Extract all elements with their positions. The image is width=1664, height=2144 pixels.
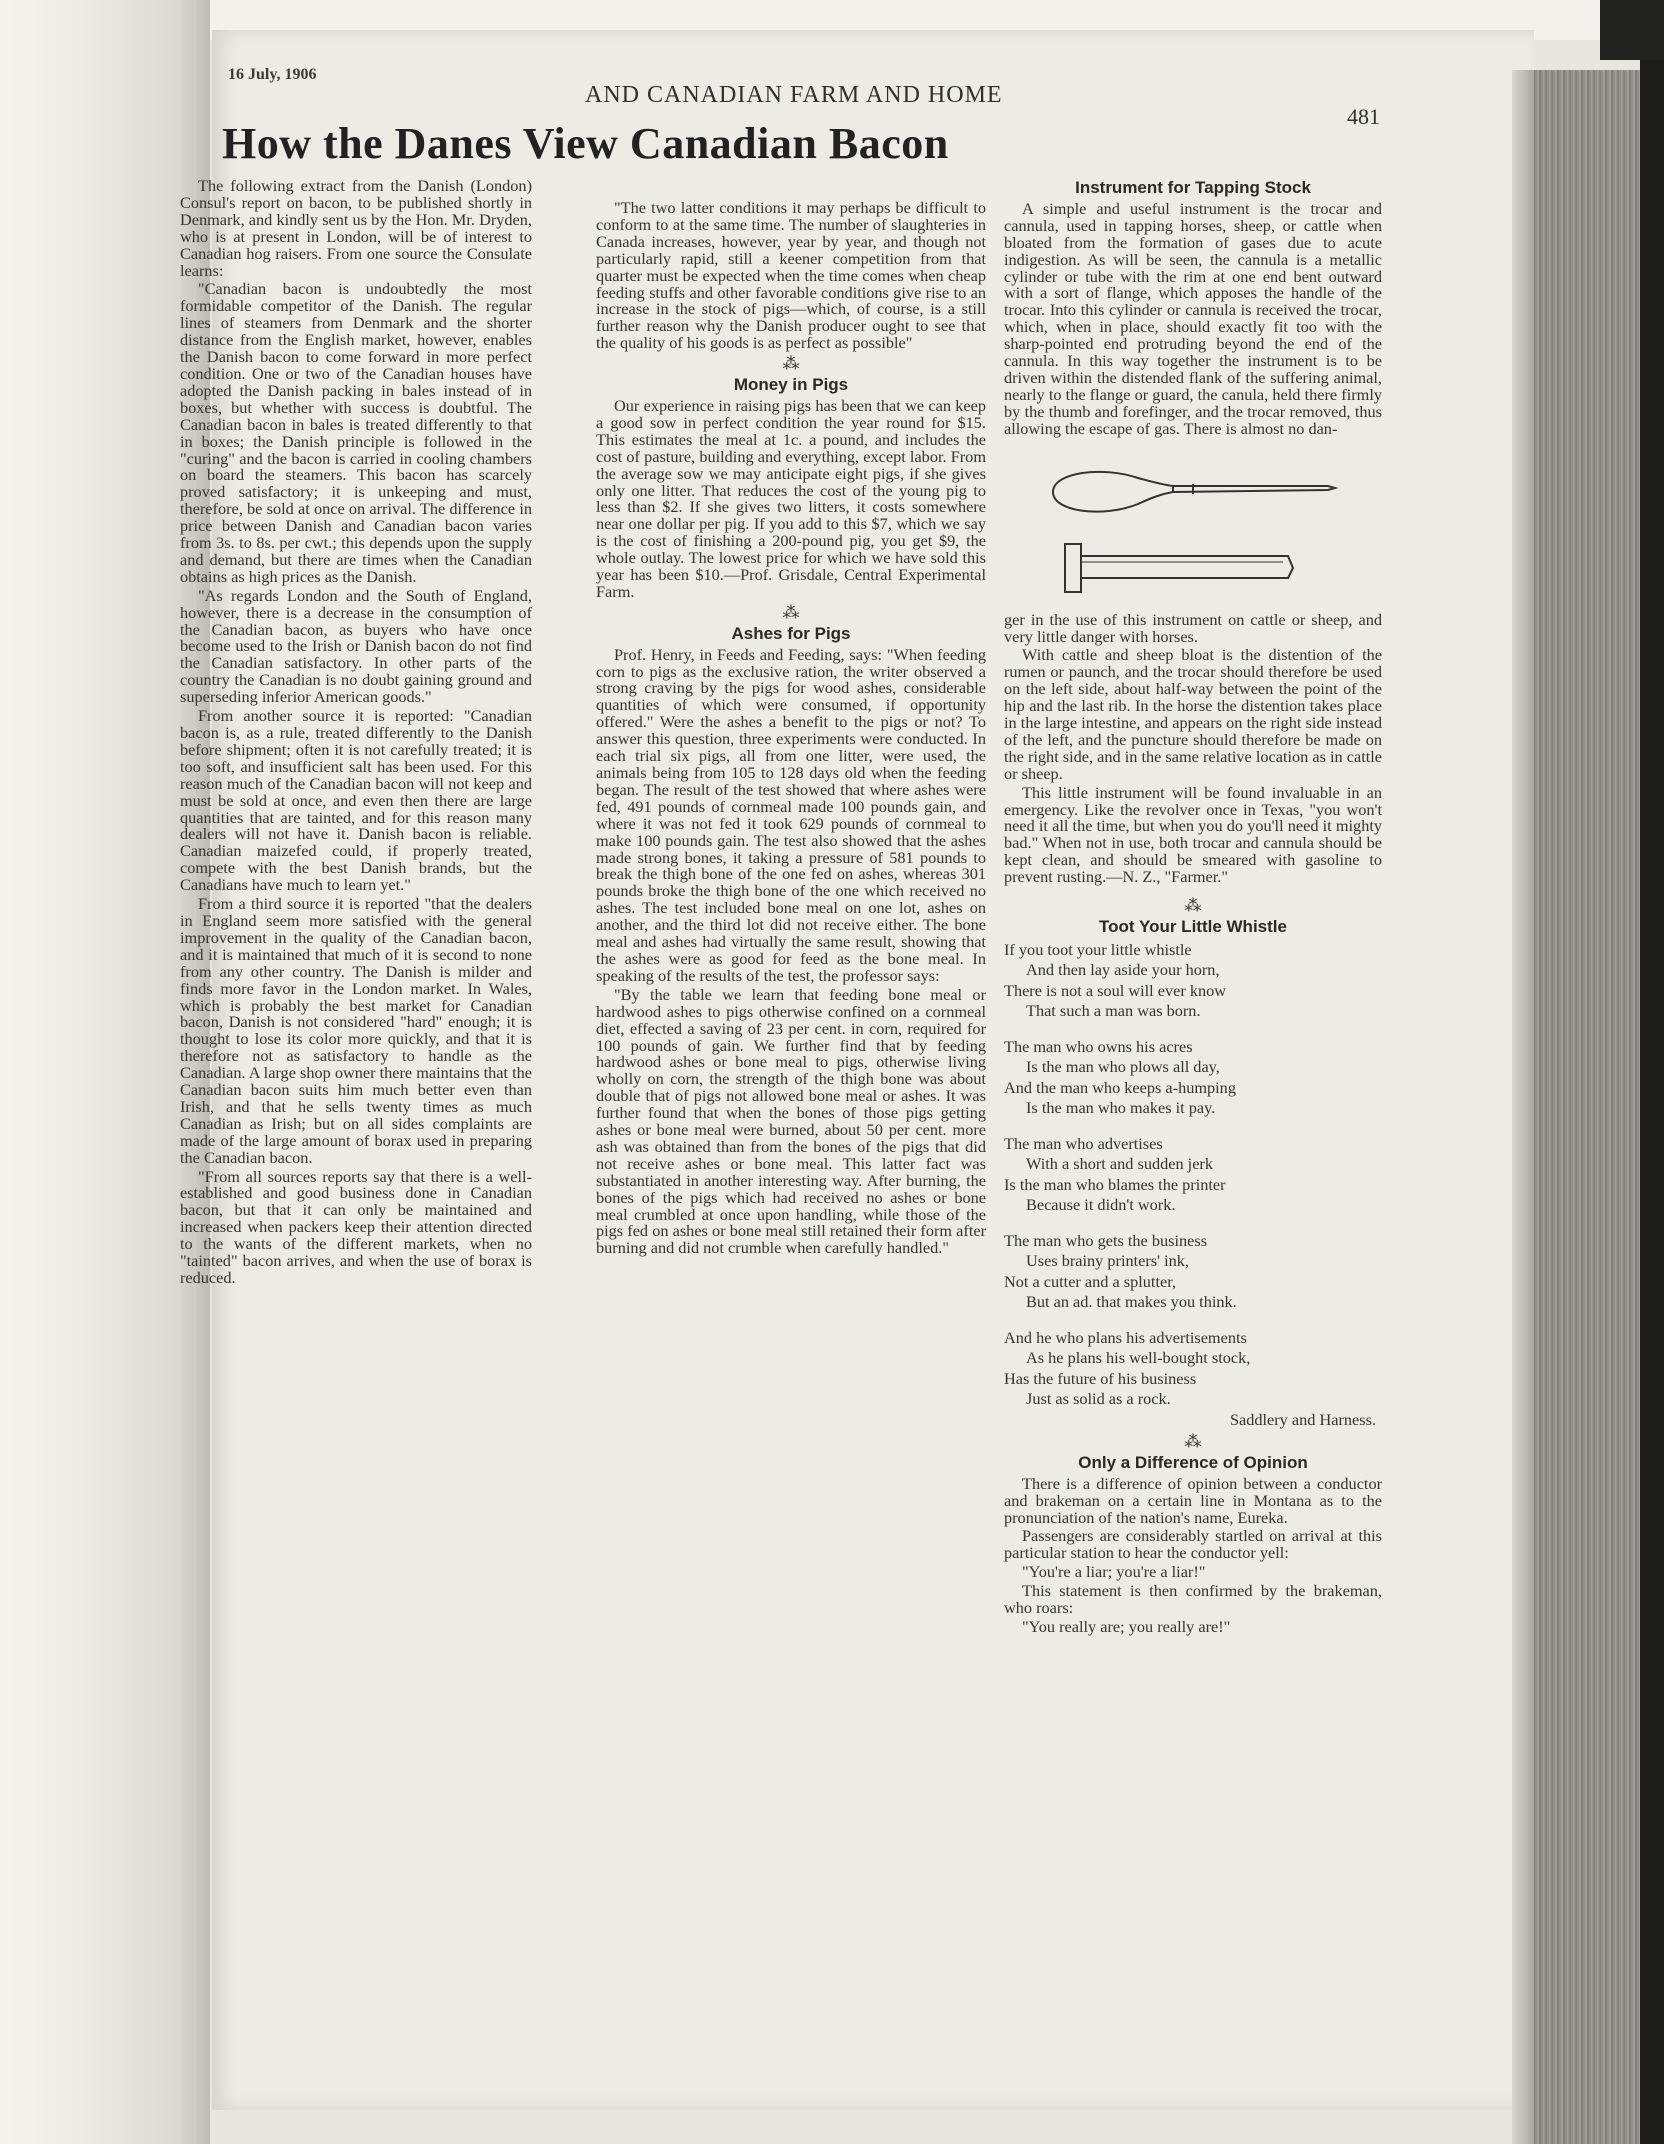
opinion-paragraph: Passengers are considerably startled on arrival at this particular station to hear the conductor yell:	[1004, 1526, 1382, 1563]
poem-line: Just as solid as a rock.	[1026, 1389, 1171, 1409]
scan-corner	[1600, 0, 1664, 60]
article-paragraph: "Canadian bacon is undoubtedly the most formidable competitor of the Danish. The regular lines of steamers from Denmark and the shorter distance from the English market, however, enables the Danish bacon to come forward in more perfect condition. One or two of the Canadian houses have adopted the Danish packing in bales instead of in boxes, but whether with success is doubtful. The Canadian bacon in bales is treated differently to that in boxes; the Danish principle is followed in the "curing" and the bacon is carried in cooling chambers on board the steamers. This bacon has scarcely proved satisfactory; it is unkeeping and must, therefore, be sold at once on arrival. The difference in price between Danish and Canadian bacon varies from 3s. to 8s. per cwt.; this depends upon the supply and demand, but there are times when the Canadian obtains as high prices as the Danish.	[180, 279, 532, 586]
poem-line: Is the man who blames the printer	[1004, 1174, 1226, 1194]
money-in-pigs-text: Our experience in raising pigs has been that we can keep a good sow in perfect condition the year round for $15. This estimates the meal at 1c. a pound, and includes the cost of pasture, building and everything, except labor. From the average sow we may anticipate eight pigs, if she gives only one litter. That reduces the cost of the young pig to less than $2. If she gives two litters, it costs somewhere near one dollar per pig. If you add to this $7, which we say is the cost of finishing a 200-pound pig, you get $9, the whole outlay. The lowest price for which we have sold this year has been $10.—Prof. Grisdale, Central Experimental Farm.	[596, 395, 986, 601]
section-ornament: ⁂	[782, 602, 800, 622]
poem-line: If you toot your little whistle	[1004, 939, 1192, 959]
poem-line: Because it didn't work.	[1026, 1195, 1176, 1215]
poem-line: That such a man was born.	[1026, 1001, 1201, 1021]
column-2	[596, 200, 986, 1259]
opinion-quote: "You really are; you really are!"	[1022, 1616, 1231, 1636]
heading-ashes-for-pigs: Ashes for Pigs	[731, 623, 851, 643]
poem-stanza	[1004, 940, 1382, 1022]
poem-stanza	[1004, 1037, 1382, 1119]
poem-line: The man who advertises	[1004, 1133, 1163, 1153]
poem-line: Uses brainy printers' ink,	[1026, 1251, 1190, 1271]
trocar-illustration	[1043, 452, 1343, 602]
heading-poem: Toot Your Little Whistle	[1099, 917, 1287, 936]
poem-line: But an ad. that makes you think.	[1026, 1292, 1237, 1312]
trocar-icon	[1053, 471, 1335, 511]
poem-stanza	[1004, 1134, 1382, 1216]
poem-body	[1004, 940, 1382, 1430]
poem-line: And he who plans his advertisements	[1004, 1327, 1247, 1347]
section-ornament: ⁂	[1184, 1431, 1202, 1451]
poem-attribution: Saddlery and Harness.	[1229, 1409, 1376, 1429]
running-head: AND CANADIAN FARM AND HOME	[585, 82, 1003, 108]
poem-line: The man who owns his acres	[1004, 1036, 1193, 1056]
poem-stanza	[1004, 1328, 1382, 1410]
tapping-paragraph: ger in the use of this instrument on cattle or sheep, and very little danger with horses.	[1004, 609, 1382, 646]
scan-background-right	[1640, 0, 1664, 2144]
poem-line: There is not a soul will ever know	[1004, 980, 1227, 1000]
article-paragraph: From a third source it is reported "that the dealers in England seem more satisfied with the general improvement in the quality of the Canadian bacon, and it is maintained that much of it is second to none from any other country. The Danish is milder and finds more favor in the London market. In Wales, which is probably the best market for Canadian bacon, Danish is not considered "hard" enough; it is thought to lose its color more quickly, and that it is therefore not as satisfactory to handle as the Canadian. A large shop owner there maintains that the Canadian bacon suits him much better even than Irish, and that he sells twenty times as much Canadian as Irish; but on all sides complaints are made of the large amount of borax used in preparing the Canadian bacon.	[180, 894, 532, 1167]
section-ornament: ⁂	[1184, 896, 1202, 916]
poem-stanza	[1004, 1231, 1382, 1313]
column-3	[1004, 180, 1382, 1638]
cannula-icon	[1065, 544, 1293, 592]
opinion-paragraph: There is a difference of opinion between a conductor and brakeman on a certain line in Montana as to the pronunciation of the nation's name, Eureka.	[1004, 1473, 1382, 1527]
article-paragraph-final: "The two latter conditions it may perhaps be difficult to conform to at the same time. The number of slaughteries in Canada increases, however, year by year, and though not particularly rapid, still a keener competition from that quarter must be expected when the time comes when cheap feeding stuffs and other favorable conditions give rise to an increase in the stock of pigs—which, of course, is a still further reason why the Danish producer ought to see that the quality of his goods is as perfect as possible"	[596, 198, 986, 353]
heading-difference-of-opinion: Only a Difference of Opinion	[1078, 1452, 1308, 1472]
article-paragraph: "As regards London and the South of England, however, there is a decrease in the consumption of the Canadian bacon, as buyers who have once become used to the Irish or Danish bacon do not find the Canadian satisfactory. In other parts of the country the Canadian is no doubt gaining ground and superseding inferior American goods."	[180, 585, 532, 707]
poem-line: Is the man who makes it pay.	[1026, 1098, 1216, 1118]
article-paragraph: From another source it is reported: "Canadian bacon is, as a rule, treated differently to the Danish before shipment; often it is not carefully treated; it is too soft, and insufficient salt has been used. For this reason much of the Canadian bacon will not keep and must be sold at once, and even then there are large quantities that are tainted, and for this reason many dealers will not have it. Danish bacon is reliable. Canadian maizefed could, if properly treated, compete with the best Danish brands, but the Canadians have much to learn yet."	[180, 706, 532, 895]
poem-line: Is the man who plows all day,	[1026, 1057, 1220, 1077]
poem-line: And then lay aside your horn,	[1026, 960, 1220, 980]
poem-line: Has the future of his business	[1004, 1368, 1197, 1388]
heading-tapping-stock: Instrument for Tapping Stock	[1075, 178, 1311, 197]
poem-line: With a short and sudden jerk	[1026, 1154, 1213, 1174]
poem-line: As he plans his well-bought stock,	[1026, 1348, 1251, 1368]
page-number: 481	[1347, 104, 1380, 129]
stacked-page-edges	[1512, 70, 1640, 2144]
ashes-paragraph: "By the table we learn that feeding bone meal or hardwood ashes to pigs otherwise confined on a cornmeal diet, effected a saving of 23 per cent. in corn, required for 100 pounds of gain. We further find that by feeding hardwood ashes or bone meal to pigs, otherwise living wholly on corn, the strength of the thigh bone was about double that of pigs not allowed bone meal or ashes. It was further found that when the bones of those pigs getting ashes or bone meal were burned, about 50 per cent. more ash was obtained than from the bones of the pigs that did not receive ashes or bone meal. This latter fact was substantiated in another interesting way. After burning, the bones of the pigs which had received no ashes or bone meal crumbled at once upon handling, while those of the pigs fed on ashes or bone meal still retained their form after burning and did not crumble when carefully handled."	[596, 984, 986, 1258]
poem-line: The man who gets the business	[1004, 1230, 1208, 1250]
poem-line: Not a cutter and a splutter,	[1004, 1271, 1177, 1291]
tapping-paragraph: With cattle and sheep bloat is the distention of the rumen or paunch, and the trocar should therefore be used on the left side, about half-way between the point of the hip and the last rib. In the horse the distention takes place in the large intestine, and appears on the right side instead of the left, and the puncture should therefore be made on the right side, and in the same relative location as in cattle or sheep.	[1004, 645, 1382, 783]
article-paragraph: The following extract from the Danish (London) Consul's report on bacon, to be published shortly in Denmark, and kindly sent us by the Hon. Mr. Dryden, who is at present in London, will be of interest to Canadian hog raisers. From one source the Consulate learns:	[180, 176, 532, 280]
page-edge-rim	[1512, 70, 1534, 2144]
opinion-quote: "You're a liar; you're a liar!"	[1022, 1562, 1206, 1582]
ashes-paragraph: Prof. Henry, in Feeds and Feeding, says: "When feeding corn to pigs as the exclusive ration, the writer observed a strong craving by the pigs for wood ashes, considerable quantities of which were consumed, if opportunity offered." Were the ashes a benefit to the pigs or not? To answer this question, three experiments were conducted. In each trial six pigs, all from one litter, were used, the animals being from 105 to 128 days old when the feeding began. The result of the test showed that where ashes were fed, 491 pounds of cornmeal made 100 pounds gain, and where it was not fed it took 629 pounds of cornmeal to make 100 pounds gain. The test also showed that the ashes made strong bones, it taking a pressure of 581 pounds to break the thigh bone of the one fed on ashes, whereas 301 pounds broke the thigh bone of the one which received no ashes. The test included bone meal on one lot, ashes on another, and the third lot did not receive either. The bone meal and ashes had virtually the same result, showing that the ashes were as good for feed as the bone meal. In speaking of the results of the test, the professor says:	[596, 644, 986, 985]
heading-money-in-pigs: Money in Pigs	[733, 375, 849, 395]
scan-background-left	[0, 0, 210, 2144]
article-title: How the Danes View Canadian Bacon	[222, 119, 949, 168]
poem-line: And the man who keeps a-humping	[1004, 1077, 1236, 1097]
opinion-paragraph: This statement is then confirmed by the brakeman, who roars:	[1004, 1581, 1382, 1618]
issue-date: 16 July, 1906	[228, 66, 317, 83]
section-ornament: ⁂	[782, 354, 800, 374]
tapping-paragraph: This little instrument will be found invaluable in an emergency. Like the revolver once in Texas, "you won't need it all the time, but when you do you'll need it mighty bad." When not in use, both trocar and cannula should be kept clean, and should be smeared with gasoline to prevent rusting.—N. Z., "Farmer."	[1004, 782, 1382, 887]
column-1	[180, 178, 532, 1289]
tapping-paragraph: A simple and useful instrument is the trocar and cannula, used in tapping horses, sheep, or cattle when bloated from the formation of gases due to acute indigestion. As will be seen, the cannula is a metallic cylinder or tube with the rim at one end bent outward with a sort of flange, which apposes the handle of the trocar. Into this cylinder or cannula is received the trocar, which, when in place, should exactly fit too with the sharp-pointed end protruding beyond the end of the cannula. In this way together the instrument is to be driven within the distended flank of the suffering animal, nearly to the flange or guard, the canula, held there firmly by the thumb and forefinger, and the trocar removed, thus allowing the escape of gas. There is almost no dan-	[1004, 198, 1382, 438]
article-paragraph: "From all sources reports say that there is a well-established and good business done in Canadian bacon, but that it can only be maintained and increased when packers keep their attention directed to the wants of the different markets, when no "tainted" bacon arrives, and when the use of borax is reduced.	[180, 1166, 532, 1287]
